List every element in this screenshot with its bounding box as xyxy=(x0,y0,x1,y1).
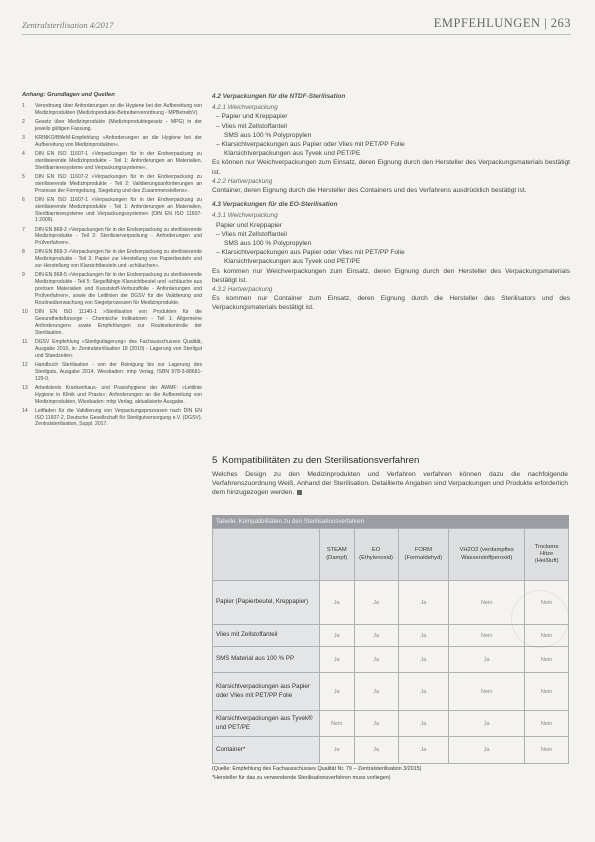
table-cell: Ja xyxy=(354,647,398,673)
reference-number: 9 xyxy=(22,272,25,279)
end-of-article-mark xyxy=(297,490,302,495)
reference-number: 12 xyxy=(22,361,28,368)
reference-number: 14 xyxy=(22,407,28,414)
table-cell: Ja xyxy=(319,673,354,711)
table-cell: Ja xyxy=(319,647,354,673)
table-cell: Nein xyxy=(449,625,525,647)
reference-text: DIN EN ISO 11607-2 »Verpackungen für in der Endverpackung zu sterilisierende Medizinprodukte - Teil 2: Validierungsanforderungen an Prozesse der Formgebung, Siegelung und des Zusammenstellens«. xyxy=(35,173,202,194)
references-list xyxy=(22,103,202,428)
reference-text: DIN EN 868-3 »Verpackungen für in der Endverpackung zu sterilisierende Medizinprodukte - Teil 3: Papier zur Herstellung von Papierbeuteln und zur Herstellung von Klarsichtbeuteln und -schläuchen«. xyxy=(35,249,202,270)
section-4-3-title: 4.3 Verpackungen für die EO-Sterilisation xyxy=(212,201,338,209)
table-cell: Ja xyxy=(398,711,449,737)
section-4-3-2-title: 4.3.2 Hartverpackung xyxy=(212,286,273,294)
table-cell: Nein xyxy=(525,625,569,647)
list-item: SMS aus 100 % Polypropylen xyxy=(224,240,312,248)
table-cell: Ja xyxy=(398,647,449,673)
table-cell: Nein xyxy=(319,711,354,737)
list-item: SMS aus 100 % Polypropylen xyxy=(224,131,312,139)
reference-item xyxy=(22,197,202,225)
list-item: Klarsichtverpackungen aus Tyvek und PET/PE xyxy=(224,150,361,158)
table-row xyxy=(213,673,569,711)
reference-item xyxy=(22,103,202,117)
list-item: – Vlies mit Zellstoffanteil xyxy=(216,230,287,238)
section-4-2-title: 4.2 Verpackungen für die NTDF-Sterilisation xyxy=(212,93,346,100)
row-label: Klarsichtverpackungen aus Tyvek® und PET/PE xyxy=(213,711,320,737)
table-footnote-note: *Hersteller für das zu verwendende Sterilisationsverfahren muss vorliegen) xyxy=(212,775,391,781)
reference-number: 6 xyxy=(22,196,25,203)
table-cell: Ja xyxy=(449,711,525,737)
column-header xyxy=(213,529,320,581)
reference-number: 11 xyxy=(22,338,28,345)
reference-item xyxy=(22,249,202,270)
section-4-3-1-title: 4.3.1 Weichverpackung xyxy=(212,212,278,220)
column-header: STEAM (Dampf) xyxy=(319,529,354,581)
row-label: Container* xyxy=(213,737,320,764)
row-label: SMS Material aus 100 % PP xyxy=(213,647,320,673)
table-cell: Ja xyxy=(319,581,354,625)
paragraph: Container, deren Eignung durch die Hersteller des Containers und des Verfahrens ausdrücklich bestätigt ist. xyxy=(212,187,527,195)
reference-number: 5 xyxy=(22,173,25,180)
reference-text: DIN EN ISO 11140-1 »Sterilisation von Produkten für die Gesundheitsfürsorge - Chemische Indikatoren - Teil 1: Allgemeine Anforderungen« sowie Empfehlungen zur Routinekontrolle der Sterilisation. xyxy=(35,309,202,336)
table-cell: Ja xyxy=(354,673,398,711)
section-5-intro xyxy=(212,470,568,498)
table-footnote-source: (Quelle: Empfehlung des Fachausschusses Qualität Nr. 79 – Zentralsterilisation 3/2015) xyxy=(212,766,422,772)
column-header: FORM (Formaldehyd) xyxy=(398,529,449,581)
list-item: – Papier und Kreppapier xyxy=(216,113,288,121)
reference-text: DGSV Empfehlung »Sterilgutlagerung« des Fachausschusses Qualität, Ausgabe 2010, in: Zentralsterilisation 18 (2010) - Lagerung von Sterilgut und Standzeiten. xyxy=(35,338,202,359)
row-label: Papier (Papierbeutel, Kreppapier) xyxy=(213,581,320,625)
table-row xyxy=(213,711,569,737)
journal-header: Zentralsterilisation 4/2017 xyxy=(22,20,114,30)
reference-text: Verordnung über Anforderungen an die Hygiene bei der Aufbereitung von Medizinprodukten (Medizinprodukte-Betreiberverordnung - MPBetreibV). xyxy=(35,102,202,116)
list-item: – Klarsichtverpackungen aus Papier oder Vlies mit PET/PP Folie xyxy=(216,249,405,257)
column-header: VH2O2 (verdampftes Wasserstoffperoxid) xyxy=(449,529,525,581)
table-cell: Nein xyxy=(449,673,525,711)
table-cell: Nein xyxy=(449,581,525,625)
reference-text: Gesetz über Medizinprodukte (Medizinproduktegesetz - MPG) in der jeweils gültigen Fassung. xyxy=(35,118,202,132)
section-5-title: Kompatibilitäten zu den Sterilisationsverfahren xyxy=(222,455,420,466)
reference-item xyxy=(22,385,202,406)
reference-item xyxy=(22,309,202,337)
reference-item xyxy=(22,174,202,195)
table-cell: Nein xyxy=(525,673,569,711)
paragraph: Es kommen nur Container zum Einsatz, deren Eignung durch die Hersteller des Sterilisators und des Verpackungsmaterials bestätigt ist. xyxy=(212,295,570,312)
table-cell: Ja xyxy=(398,673,449,711)
reference-number: 10 xyxy=(22,309,28,316)
table-cell: Ja xyxy=(449,647,525,673)
table-header-row xyxy=(213,529,569,581)
compatibility-table xyxy=(212,515,569,782)
list-item: Papier und Kreppapier xyxy=(216,221,282,229)
reference-item xyxy=(22,272,202,307)
reference-number: 4 xyxy=(22,150,25,157)
section-4-2-2-title: 4.2.2 Hartverpackung xyxy=(212,177,273,185)
table-cell: Ja xyxy=(354,625,398,647)
section-5-number: 5 xyxy=(212,455,218,466)
reference-text: DIN EN ISO 11607-1 »Verpackungen für in der Endverpackung zu sterilisierende Medizinprodukte - Teil 1: Anforderungen an Materialien, Sterilbarrieresysteme und Verpackungssysteme« (DIN EN ISO 11607-1:2009). xyxy=(35,196,202,224)
reference-item xyxy=(22,362,202,383)
main-column xyxy=(212,92,570,313)
reference-number: 2 xyxy=(22,118,25,125)
reference-number: 8 xyxy=(22,249,25,256)
table-cell: Ja xyxy=(354,737,398,764)
table-cell: Ja xyxy=(354,581,398,625)
list-item: Klarsichtverpackungen aus Tyvek und PET/PE xyxy=(224,258,361,266)
reference-number: 1 xyxy=(22,102,25,109)
row-label: Klarsichtverpackungen aus Papier oder Vlies mit PET/PP Folie xyxy=(213,673,320,711)
reference-number: 7 xyxy=(22,226,25,233)
table-row xyxy=(213,737,569,764)
column-header: EO (Ethylenoxid) xyxy=(354,529,398,581)
reference-item xyxy=(22,339,202,360)
table-cell: Ja xyxy=(319,737,354,764)
section-header: EMPFEHLUNGEN | 263 xyxy=(433,16,571,30)
reference-number: 3 xyxy=(22,134,25,141)
reference-number: 13 xyxy=(22,384,28,391)
table-cell: Ja xyxy=(398,625,449,647)
reference-text: KRINKO/BfArM-Empfehlung »Anforderungen an die Hygiene bei der Aufbereitung von Medizinprodukten«. xyxy=(35,134,202,148)
reference-item xyxy=(22,151,202,172)
table-cell: Nein xyxy=(525,647,569,673)
reference-item xyxy=(22,119,202,133)
header-rule xyxy=(22,34,571,35)
section-5-heading xyxy=(212,455,419,466)
table-row xyxy=(213,647,569,673)
section-4-2-1-title: 4.2.1 Weichverpackung xyxy=(212,104,278,112)
table-cell: Ja xyxy=(398,581,449,625)
table-cell: Ja xyxy=(354,711,398,737)
table-cell: Ja xyxy=(398,737,449,764)
table-title: Tabelle: Kompatibilitäten zu den Sterilisationsverfahren xyxy=(212,515,569,528)
list-item: – Klarsichtverpackungen aus Papier oder Vlies mit PET/PP Folie xyxy=(216,141,405,149)
table-cell: Nein xyxy=(525,581,569,625)
reference-text: Arbeitskreis Krankenhaus- und Praxishygiene der AWMF: »Leitlinie Hygiene in Klinik und Praxis«; Anforderungen an die Aufbereitung von Medizinprodukten, Wiesbaden: mhp Verlag, aktualisierte Ausgabe. xyxy=(35,384,202,405)
reference-text: Leitfaden für die Validierung von Verpackungsprozessen nach DIN EN ISO 11607-2, Deutsche Gesellschaft für Sterilgutversorgung e.V. (DGSV), Zentralsterilisation, Suppl. 2017. xyxy=(35,407,202,428)
references-title: Anhang: Grundlagen und Quellen xyxy=(22,92,115,98)
reference-item xyxy=(22,135,202,149)
references-column xyxy=(22,92,202,431)
table-cell: Nein xyxy=(525,711,569,737)
reference-item xyxy=(22,408,202,429)
table-cell: Ja xyxy=(449,737,525,764)
paragraph: Es kommen nur Weichverpackungen zum Einsatz, deren Eignung durch den Hersteller des Verpackungsmaterials bestätigt ist. xyxy=(212,267,570,284)
column-header: Trockene Hitze (Heißluft) xyxy=(525,529,569,581)
reference-text: DIN EN 868-5 »Verpackungen für in der Endverpackung zu sterilisierende Medizinprodukte - Teil 5: Siegelfähige Klarsichtbeutel und -schläuche aus porösen Materialien und Kunststoff-Verbundfolie - Anforderungen und Prüfverfahren«, sowie die Leitlinien der DGSV für die Validierung und Routineüberwachung von Siegelprozessen für Medizinprodukte. xyxy=(35,272,202,306)
table-cell: Ja xyxy=(319,625,354,647)
section-5-intro-text: Welches Design zu den Medizinprodukten und Verfahren verfahren können dazu die nachfolgende Verfahrenszuordnung Weiß, Anhand der Sterilisation. Detaillierte Angaben sind Verpackungen und Produkte erforderlich dem hinzugezogen werden. xyxy=(212,471,568,497)
reference-text: Handbuch Sterilisation - von der Reinigung bis zur Lagerung des Sterilguts, Ausgabe 2014, Wiesbaden: mhp Verlag, ISBN 978-3-88681-129-0. xyxy=(35,361,202,382)
watermark-seal xyxy=(511,590,569,648)
table-cell: Nein xyxy=(525,737,569,764)
row-label: Vlies mit Zellstoffanteil xyxy=(213,625,320,647)
reference-item xyxy=(22,227,202,248)
list-item: – Vlies mit Zellstoffanteil xyxy=(216,122,287,130)
reference-text: DIN EN 868-2 »Verpackungen für in der Endverpackung zu sterilisierende Medizinprodukte - Teil 2: Sterilisierverpackung - Anforderungen und Prüfverfahren«. xyxy=(35,226,202,247)
paragraph: Es können nur Weichverpackungen zum Einsatz, deren Eignung durch den Hersteller des Verpackungsmaterials bestätigt ist. xyxy=(212,159,570,176)
reference-text: DIN EN ISO 11607-1 »Verpackungen für in der Endverpackung zu sterilisierende Medizinprodukte - Teil 1: Anforderungen an Materialien, Sterilbarrieresysteme und Verpackungssysteme«. xyxy=(35,150,202,171)
